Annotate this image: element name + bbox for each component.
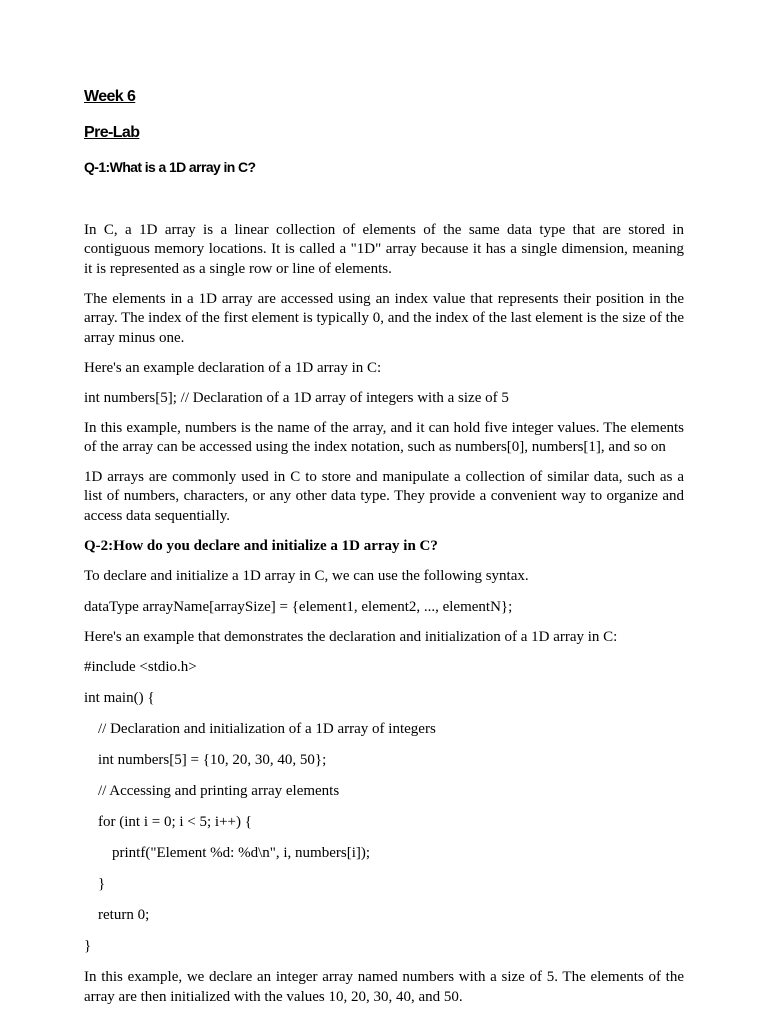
code-line: for (int i = 0; i < 5; i++) {	[98, 814, 252, 831]
code-line: }	[98, 876, 106, 893]
q1-paragraph-6: 1D arrays are commonly used in C to store and manipulate a collection of similar data, such as a list of numbers, characters, or any other data type. They provide a convenient way to organize and access data sequentially.	[84, 469, 684, 524]
q1-paragraph-2: The elements in a 1D array are accessed using an index value that represents their position in the array. The index of the first element is typically 0, and the index of the last element is the size of the array minus one.	[84, 290, 684, 346]
q2-paragraph-2: Here's an example that demonstrates the declaration and initialization of a 1D array in C:	[84, 629, 618, 646]
code-line: printf("Element %d: %d\n", i, numbers[i]);	[112, 845, 371, 862]
q1-paragraph-3: Here's an example declaration of a 1D array in C:	[84, 359, 382, 376]
code-line: }	[84, 938, 92, 955]
code-example	[84, 658, 684, 956]
q2-syntax: dataType arrayName[arraySize] = {element1, element2, ..., elementN};	[84, 598, 513, 615]
code-line: // Declaration and initialization of a 1D array of integers	[98, 721, 436, 738]
document-body	[84, 221, 684, 1018]
code-line: // Accessing and printing array elements	[98, 783, 340, 800]
q1-declaration-example: int numbers[5]; // Declaration of a 1D array of integers with a size of 5	[84, 389, 509, 406]
q1-paragraph-5: In this example, numbers is the name of the array, and it can hold five integer values. The elements of the array can be accessed using the index notation, such as numbers[0], numbers[1], and so on	[84, 419, 684, 456]
code-line: return 0;	[98, 907, 150, 924]
question-1-heading: Q-1:What is a 1D array in C?	[84, 159, 256, 175]
q2-paragraph-1: To declare and initialize a 1D array in C, we can use the following syntax.	[84, 568, 529, 585]
code-line: int main() {	[84, 690, 155, 707]
code-line: int numbers[5] = {10, 20, 30, 40, 50};	[98, 752, 327, 769]
question-2-heading: Q-2:How do you declare and initialize a 1D array in C?	[84, 537, 438, 554]
week-heading: Week 6	[84, 88, 136, 105]
q2-paragraph-3: In this example, we declare an integer array named numbers with a size of 5. The elements of the array are then initialized with the values 10, 20, 30, 40, and 50.	[84, 969, 684, 1005]
code-line: #include <stdio.h>	[84, 659, 197, 676]
q1-paragraph-1: In C, a 1D array is a linear collection of elements of the same data type that are stored in contiguous memory locations. It is called a "1D" array because it has a single dimension, meaning it is represented as a single row or line of elements.	[84, 222, 684, 277]
prelab-heading: Pre-Lab	[84, 124, 140, 141]
